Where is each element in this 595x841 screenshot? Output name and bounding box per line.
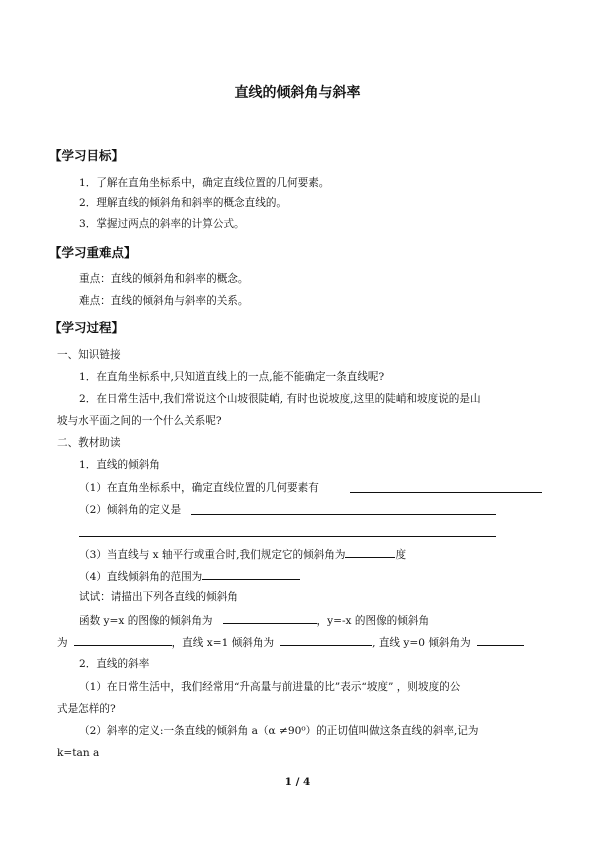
goal-item-1: 1．了解在直角坐标系中，确定直线位置的几何要素。 (79, 177, 330, 189)
key-difficulty: 难点：直线的倾斜角与斜率的关系。 (79, 295, 249, 307)
fill-blank-7[interactable] (280, 634, 372, 646)
item-4-text (79, 568, 300, 584)
exercise-2-continued: 为 (57, 637, 68, 649)
fill-blank-8[interactable] (477, 634, 524, 646)
fill-blank-3[interactable] (345, 546, 395, 558)
key-focus: 重点：直线的倾斜角和斜率的概念。 (79, 273, 249, 285)
item-1-text: （1）在直角坐标系中，确定直线位置的几何要素有 (79, 482, 319, 494)
fill-blank-2[interactable] (191, 514, 496, 515)
fill-blank-1[interactable] (350, 492, 542, 493)
item-3-suffix: 度 (395, 549, 407, 561)
key-points-heading: 【学习重难点】 (49, 245, 137, 260)
exercise-3-text: ，直线 x=1 倾斜角为 (171, 637, 275, 649)
fill-blank-2-continued[interactable] (79, 536, 496, 537)
exercise-1-text: 函数 y=x 的图像的倾斜角为 (79, 615, 213, 627)
slope-item-2-line-2: k=tan a (57, 747, 100, 759)
exercise-line-1 (79, 612, 429, 628)
question-1: 1．在直角坐标系中,只知道直线上的一点,能不能确定一条直线呢? (79, 371, 385, 383)
page-title: 直线的倾斜角与斜率 (234, 85, 361, 101)
item-2-text: （2）倾斜角的定义是 (79, 504, 182, 516)
goal-item-3: 3．掌握过两点的斜率的计算公式。 (79, 218, 245, 230)
subsection-slope: 2．直线的斜率 (79, 658, 150, 670)
section-1-title: 一、知识链接 (57, 349, 121, 361)
exercise-2-text: ，y=-x 的图像的倾斜角 (316, 615, 430, 627)
subsection-inclination: 1．直线的倾斜角 (79, 459, 160, 471)
page-number: 1 / 4 (284, 776, 311, 788)
fill-blank-5[interactable] (223, 612, 317, 624)
slope-item-2-line-1: （2）斜率的定义:一条直线的倾斜角 a（α ≠90⁰）的正切值叫做这条直线的斜率,记为 (79, 725, 479, 737)
question-2-line-2: 坡与水平面之间的一个什么关系呢? (57, 415, 222, 427)
slope-item-1-line-1: （1）在日常生活中，我们经常用“升高量与前进量的比”表示“坡度” ，则坡度的公 (79, 681, 461, 693)
slope-item-1-line-2: 式是怎样的? (57, 703, 116, 715)
item-3-text (79, 546, 406, 562)
goals-heading: 【学习目标】 (49, 148, 125, 163)
exercise-4-text: , 直线 y=0 倾斜角为 (372, 637, 471, 649)
question-2-line-1: 2．在日常生活中,我们常说这个山坡很陡峭, 有时也说坡度,这里的陡峭和坡度说的是山 (79, 393, 481, 405)
item-4-prefix: （4）直线倾斜角的范围为 (79, 571, 203, 583)
process-heading: 【学习过程】 (49, 320, 125, 335)
item-3-prefix: （3）当直线与 x 轴平行或重合时,我们规定它的倾斜角为 (79, 549, 346, 561)
fill-blank-6[interactable] (74, 634, 172, 646)
fill-blank-4[interactable] (202, 568, 300, 580)
exercise-line-2 (57, 634, 524, 650)
goal-item-2: 2．理解直线的倾斜角和斜率的概念直线的。 (79, 197, 288, 209)
section-2-title: 二、教材助读 (57, 437, 121, 449)
try-prompt: 试试：请描出下列各直线的倾斜角 (79, 591, 238, 603)
